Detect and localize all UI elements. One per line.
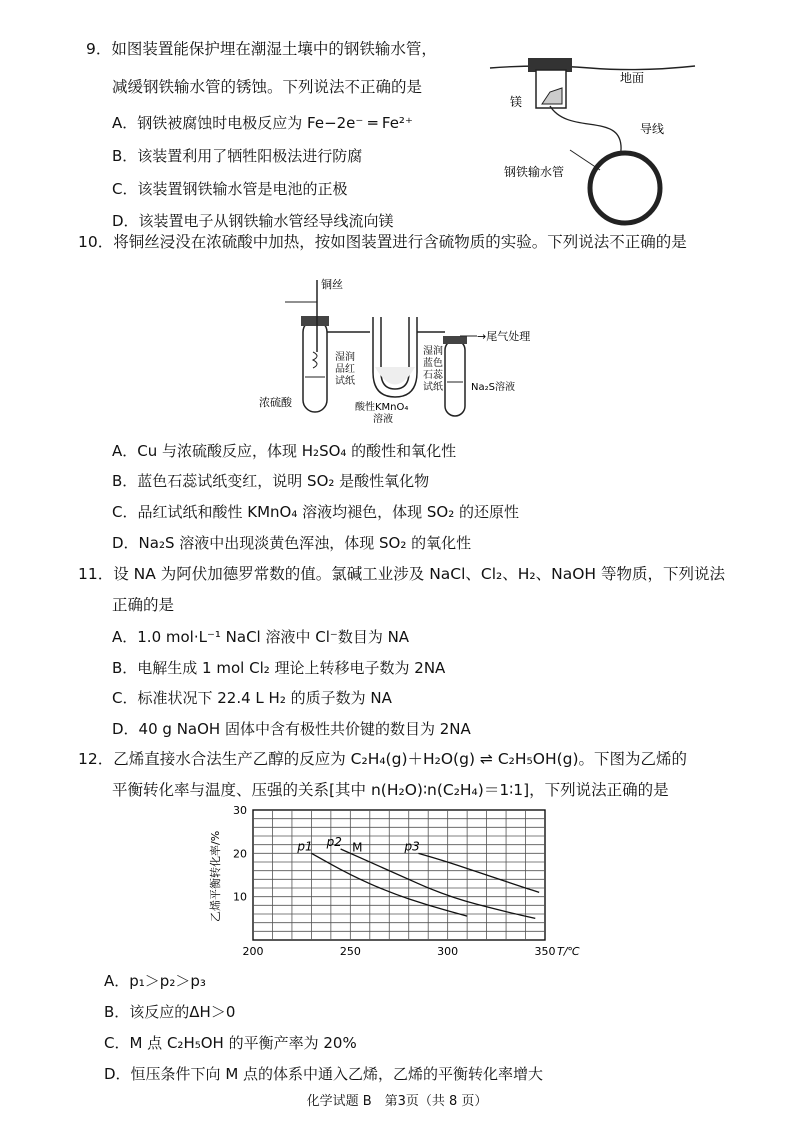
q9-figure [480,48,700,238]
q10-litmus-label: 试纸 [423,382,443,393]
chart-y-label: 乙烯平衡转化率/% [209,830,222,922]
q9-option-b: B．该装置利用了牺牲阳极法进行防腐 [112,147,363,165]
chart-x-tick-label: 300 [437,945,459,958]
q9-mg-label: 镁 [510,95,523,109]
chart-series-line-p3 [418,853,539,892]
chart-x-ticks [243,945,556,958]
q11-option-b: B．电解生成 1 mol Cl₂ 理论上转移电子数为 2NA [112,659,446,677]
q12-stem-line2: 平衡转化率与温度、压强的关系[其中 n(H₂O)∶n(C₂H₄)＝1∶1]，下列说法正确的是 [112,781,669,799]
q10-pinhong-label: 湿润 [335,352,355,363]
q10-pinhong-label: 试纸 [335,376,355,387]
chart-series [296,835,539,918]
q11-option-d: D．40 g NaOH 固体中含有极性共价键的数目为 2NA [112,720,471,738]
q10-litmus-label: 蓝色 [423,358,443,369]
q10-stem: 10．将铜丝浸没在浓硫酸中加热，按如图装置进行含硫物质的实验。下列说法不正确的是 [78,233,687,251]
q12-option-b: B．该反应的ΔH＞0 [104,1003,236,1021]
chart-x-label: T/℃ [557,945,580,958]
chart-y-ticks [233,804,247,904]
q12-option-a: A．p₁＞p₂＞p₃ [104,972,206,990]
q11-option-c: C．标准状况下 22.4 L H₂ 的质子数为 NA [112,689,392,707]
q9-stem-line1: 9．如图装置能保护埋在潮湿土壤中的钢铁输水管， [86,40,437,58]
q10-kmno4-label: 酸性KMnO₄ [355,402,409,413]
q12-option-d: D．恒压条件下向 M 点的体系中通入乙烯，乙烯的平衡转化率增大 [104,1065,544,1083]
q9-pipe-label: 钢铁输水管 [504,165,565,179]
q10-exhaust-label: →尾气处理 [477,330,531,343]
q12-stem-line1: 12．乙烯直接水合法生产乙醇的反应为 C₂H₄(g)＋H₂O(g) ⇌ C₂H₅OH(g)。下图为乙烯的 [78,750,688,768]
q11-stem-line2: 正确的是 [112,596,175,614]
q10-option-d: D．Na₂S 溶液中出现淡黄色浑浊，体现 SO₂ 的氧化性 [112,534,472,552]
q10-pinhong-label: 品红 [335,364,355,375]
q10-litmus-label: 石蕊 [423,370,443,381]
q10-copper-label: 铜丝 [321,278,343,291]
q10-acid-label: 浓硫酸 [259,396,292,409]
q9-ground-label: 地面 [620,71,645,85]
chart-x-tick-label: 250 [339,945,361,958]
q11-option-a: A．1.0 mol·L⁻¹ NaCl 溶液中 Cl⁻数目为 NA [112,628,410,646]
q10-option-b: B．蓝色石蕊试纸变红，说明 SO₂ 是酸性氧化物 [112,472,430,490]
q11-stem-line1: 11．设 NA 为阿伏加德罗常数的值。氯碱工业涉及 NaCl、Cl₂、H₂、NaOH 等物质，下列说法 [78,565,726,583]
page-footer: 化学试题 B 第3页（共 8 页） [306,1094,488,1109]
q12-option-c: C．M 点 C₂H₅OH 的平衡产率为 20% [104,1034,357,1052]
chart-x-tick-label: 200 [242,945,264,958]
q10-litmus-label: 湿润 [423,346,443,357]
chart-series-label-p1: p1 [297,839,313,854]
chart-m-label: M [352,840,363,855]
chart-series-label-p3: p3 [404,839,420,854]
q9-option-c: C．该装置钢铁输水管是电池的正极 [112,180,348,198]
q12-chart [205,800,595,965]
chart-y-tick-label: 10 [233,890,247,904]
q10-option-c: C．品红试纸和酸性 KMnO₄ 溶液均褪色，体现 SO₂ 的还原性 [112,503,519,521]
chart-series-label-p2: p2 [326,835,342,849]
q9-wire-label: 导线 [640,122,665,136]
q9-stem-line2: 减缓钢铁输水管的锈蚀。下列说法不正确的是 [112,78,423,96]
q10-option-a: A．Cu 与浓硫酸反应，体现 H₂SO₄ 的酸性和氧化性 [112,442,457,460]
q10-na2s-label: Na₂S溶液 [471,382,515,393]
q9-option-d: D．该装置电子从钢铁输水管经导线流向镁 [112,212,394,230]
q10-figure [255,272,555,427]
chart-y-tick-label: 30 [233,804,247,817]
chart-y-tick-label: 20 [233,847,247,861]
q9-option-a: A．钢铁被腐蚀时电极反应为 Fe−2e⁻ ═ Fe²⁺ [112,114,413,132]
q10-kmno4-label: 溶液 [373,414,393,425]
chart-x-tick-label: 350 [534,945,556,958]
